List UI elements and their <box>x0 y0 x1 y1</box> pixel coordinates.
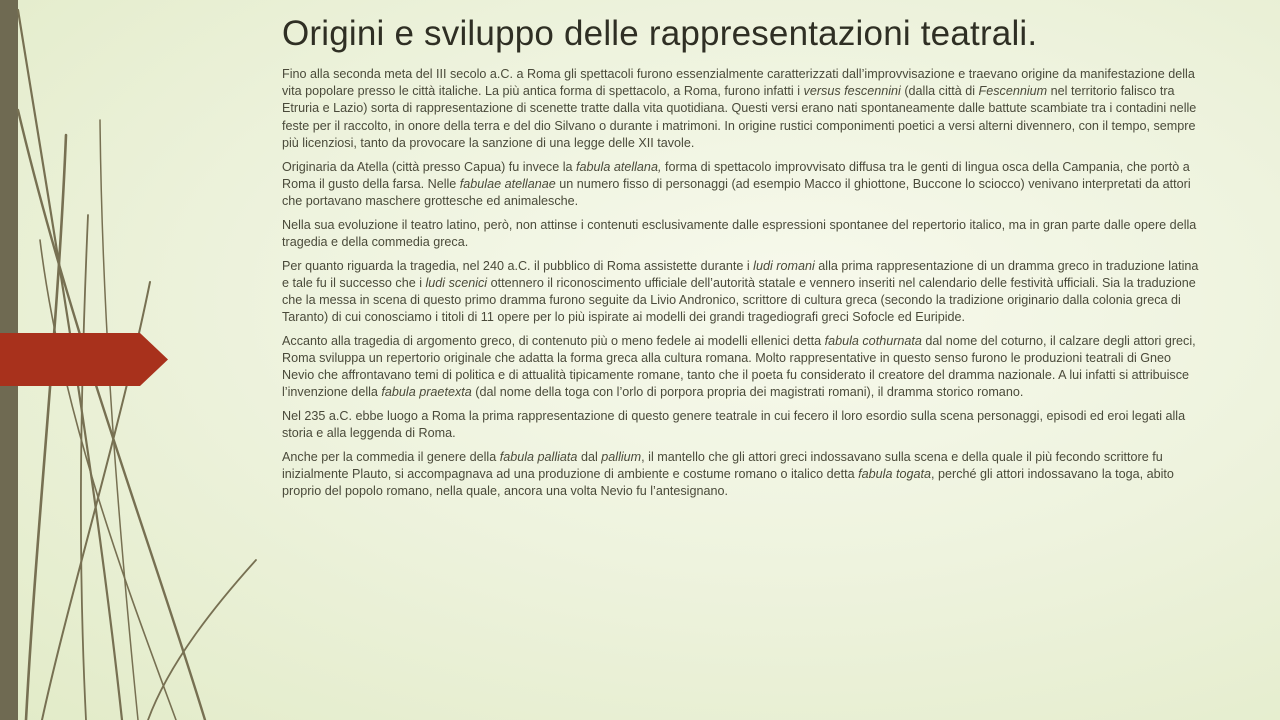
body-paragraph <box>282 217 1202 251</box>
text-run: nel territorio falisco tra Etruria e Lazio) sorta di rappresentazione di scenette tratte dalla vita quotidiana. Questi versi erano nati spontaneamente dalle battute scambiate tra i contadini nelle feste per il raccolto, in onore della terra e del dio Silvano o durante i matrimoni. In origine rustici componimenti poetici a versi alterni divennero, con il tempo, sempre più licenziosi, tanto da provocare la sanzione di una legge delle XII tavole. <box>282 84 1197 150</box>
text-run: dal nome del coturno, il calzare degli attori greci, Roma sviluppa un repertorio originale che adatta la forma greca alla cultura romana. Molto rappresentative in questo senso furono le produzioni teatrali di Gneo Nevio che affrontavano temi di politica e di attualità tipicamente romane, tanto che il poeta fu considerato il creatore del dramma nazionale. A lui infatti si attribuisce l’invenzione della <box>282 333 1196 400</box>
text-run: Anche per la commedia il genere della <box>282 450 500 465</box>
text-run: , il mantello che gli attori greci indossavano sulla scena e della quale il più fecondo scrittore fu inizialmente Plauto, si accompagnava ad una produzione di ambiente e costume romano o italico detta <box>282 450 1163 482</box>
stem-line <box>81 215 88 720</box>
italic-term: fabula praetexta <box>381 385 472 400</box>
body-paragraph <box>282 258 1202 327</box>
text-run: (dal nome della toga con l’orlo di porpora propria dei magistrati romani), il dramma storico romano. <box>471 385 1024 400</box>
text-run: ottennero il riconoscimento ufficiale dell’autorità statale e vennero inseriti nel calendario delle festività ufficiali. Sia la traduzione che la messa in scena di questo primo dramma furono seguite da Livio Andronico, scrittore di cultura greca (secondo la tradizione originario dalla colonia greca di Taranto) di cui conosciamo i titoli di 11 opere per lo più ispirate ai modelli dei grandi tragediografi greci Sofocle ed Euripide. <box>282 275 1196 325</box>
text-run: Fino alla seconda meta del III secolo a.C. a Roma gli spettacoli furono essenzialmente caratterizzati dall’improvvisazione e traevano origine da manifestazione della vita popolare presso le città italiche. La più antica forma di spettacolo, a Roma, furono infatti i <box>282 67 1195 99</box>
accent-arrow <box>0 333 168 386</box>
text-run: Nel 235 a.C. ebbe luogo a Roma la prima rappresentazione di questo genere teatrale in cui fecero il loro esordio sulla scena personaggi, episodi ed eroi legati alla storia e alla leggenda di Roma. <box>282 409 1186 441</box>
text-run: (dalla città di <box>900 84 979 99</box>
text-run: un numero fisso di personaggi (ad esempio Macco il ghiottone, Buccone lo sciocco) venivano interpretati da attori che portavano maschere grottesche ed animalesche. <box>282 176 1191 208</box>
body-paragraph <box>282 333 1202 402</box>
slide-body <box>282 66 1202 507</box>
text-run: Nella sua evoluzione il teatro latino, però, non attinse i contenuti esclusivamente dalle espressioni spontanee del repertorio italico, ma in gran parte dalle opere della tragedia e della commedia greca. <box>282 217 1197 249</box>
text-run: forma di spettacolo improvvisato diffusa tra le genti di lingua osca della Campania, che portò a Roma il gusto della farsa. Nelle <box>282 159 1190 191</box>
text-run: dal <box>577 450 602 465</box>
text-run: Per quanto riguarda la tragedia, nel 240 a.C. il pubblico di Roma assistette durante i <box>282 258 754 273</box>
body-paragraph <box>282 449 1202 501</box>
stem-line <box>148 560 256 720</box>
italic-term: fabula cothurnata <box>824 333 922 348</box>
italic-term: fabula atellana, <box>576 159 662 174</box>
italic-term: Fescennium <box>978 84 1048 99</box>
stem-line <box>40 240 176 720</box>
italic-term: fabula palliata <box>499 450 578 465</box>
italic-term: pallium <box>601 450 642 465</box>
italic-term: ludi romani <box>753 258 815 273</box>
slide-title: Origini e sviluppo delle rappresentazioni teatrali. <box>282 14 1038 53</box>
text-run: alla prima rappresentazione di un dramma greco in traduzione latina e tale fu il successo che i <box>282 258 1199 290</box>
body-paragraph <box>282 159 1202 211</box>
body-paragraph <box>282 408 1202 442</box>
italic-term: fabulae atellanae <box>459 176 556 191</box>
text-run: Originaria da Atella (città presso Capua) fu invece la <box>282 159 577 174</box>
italic-term: fabula togata <box>858 467 931 482</box>
italic-term: ludi scenici <box>425 275 488 290</box>
body-paragraph <box>282 66 1202 152</box>
text-run: Accanto alla tragedia di argomento greco, di contenuto più o meno fedele ai modelli ellenici detta <box>282 333 825 348</box>
italic-term: versus fescennini <box>803 84 901 99</box>
text-run: , perché gli attori indossavano la toga, abito proprio del popolo romano, nella quale, ancora una volta Nevio fu l’antesignano. <box>282 467 1174 499</box>
